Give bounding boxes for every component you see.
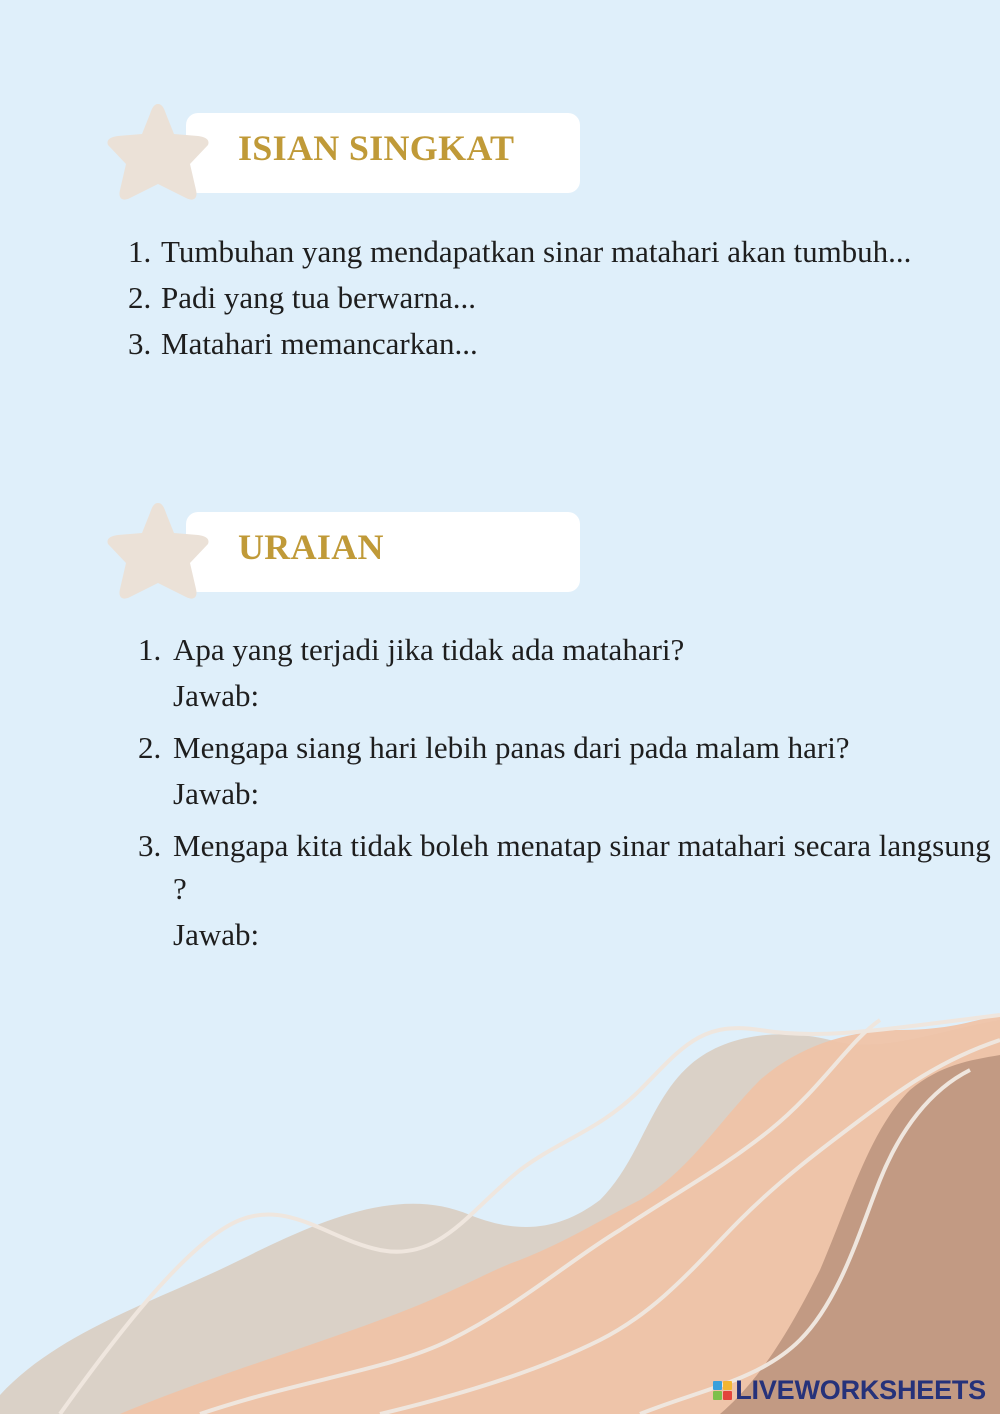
answer-label: Jawab:: [173, 776, 260, 811]
short-answer-list: [128, 229, 928, 367]
section-title: ISIAN SINGKAT: [238, 128, 515, 168]
question-text: Padi yang tua berwarna...: [161, 280, 477, 315]
liveworksheets-watermark: [713, 1375, 986, 1406]
section-header-uraian: [98, 497, 582, 609]
question-number: 2.: [128, 280, 152, 315]
question-number: 1.: [138, 632, 162, 667]
section-title: URAIAN: [238, 527, 384, 567]
question-text: Matahari memancarkan...: [161, 326, 478, 361]
star-icon: [98, 497, 218, 609]
question-number: 2.: [138, 730, 162, 765]
question-text: Apa yang terjadi jika tidak ada matahari?: [173, 632, 685, 667]
section-header-isian-singkat: [98, 98, 582, 210]
question-number: 3.: [138, 828, 162, 863]
question-text: Mengapa kita tidak boleh menatap sinar matahari secara langsung ?: [173, 828, 991, 906]
list-item: [128, 321, 928, 367]
answer-label: Jawab:: [173, 917, 260, 952]
list-item: [128, 275, 928, 321]
question-number: 1.: [128, 234, 152, 269]
question-text: Mengapa siang hari lebih panas dari pada malam hari?: [173, 730, 850, 765]
list-item: [138, 824, 998, 956]
watermark-text: LIVEWORKSHEETS: [735, 1375, 986, 1405]
question-text: Tumbuhan yang mendapatkan sinar matahari akan tumbuh...: [161, 234, 912, 269]
question-number: 3.: [128, 326, 152, 361]
star-icon: [98, 98, 218, 210]
essay-list: [138, 628, 998, 965]
list-item: [138, 628, 998, 717]
answer-label: Jawab:: [173, 678, 260, 713]
list-item: [128, 229, 928, 275]
list-item: [138, 726, 998, 815]
liveworksheets-logo-icon: [713, 1381, 732, 1400]
